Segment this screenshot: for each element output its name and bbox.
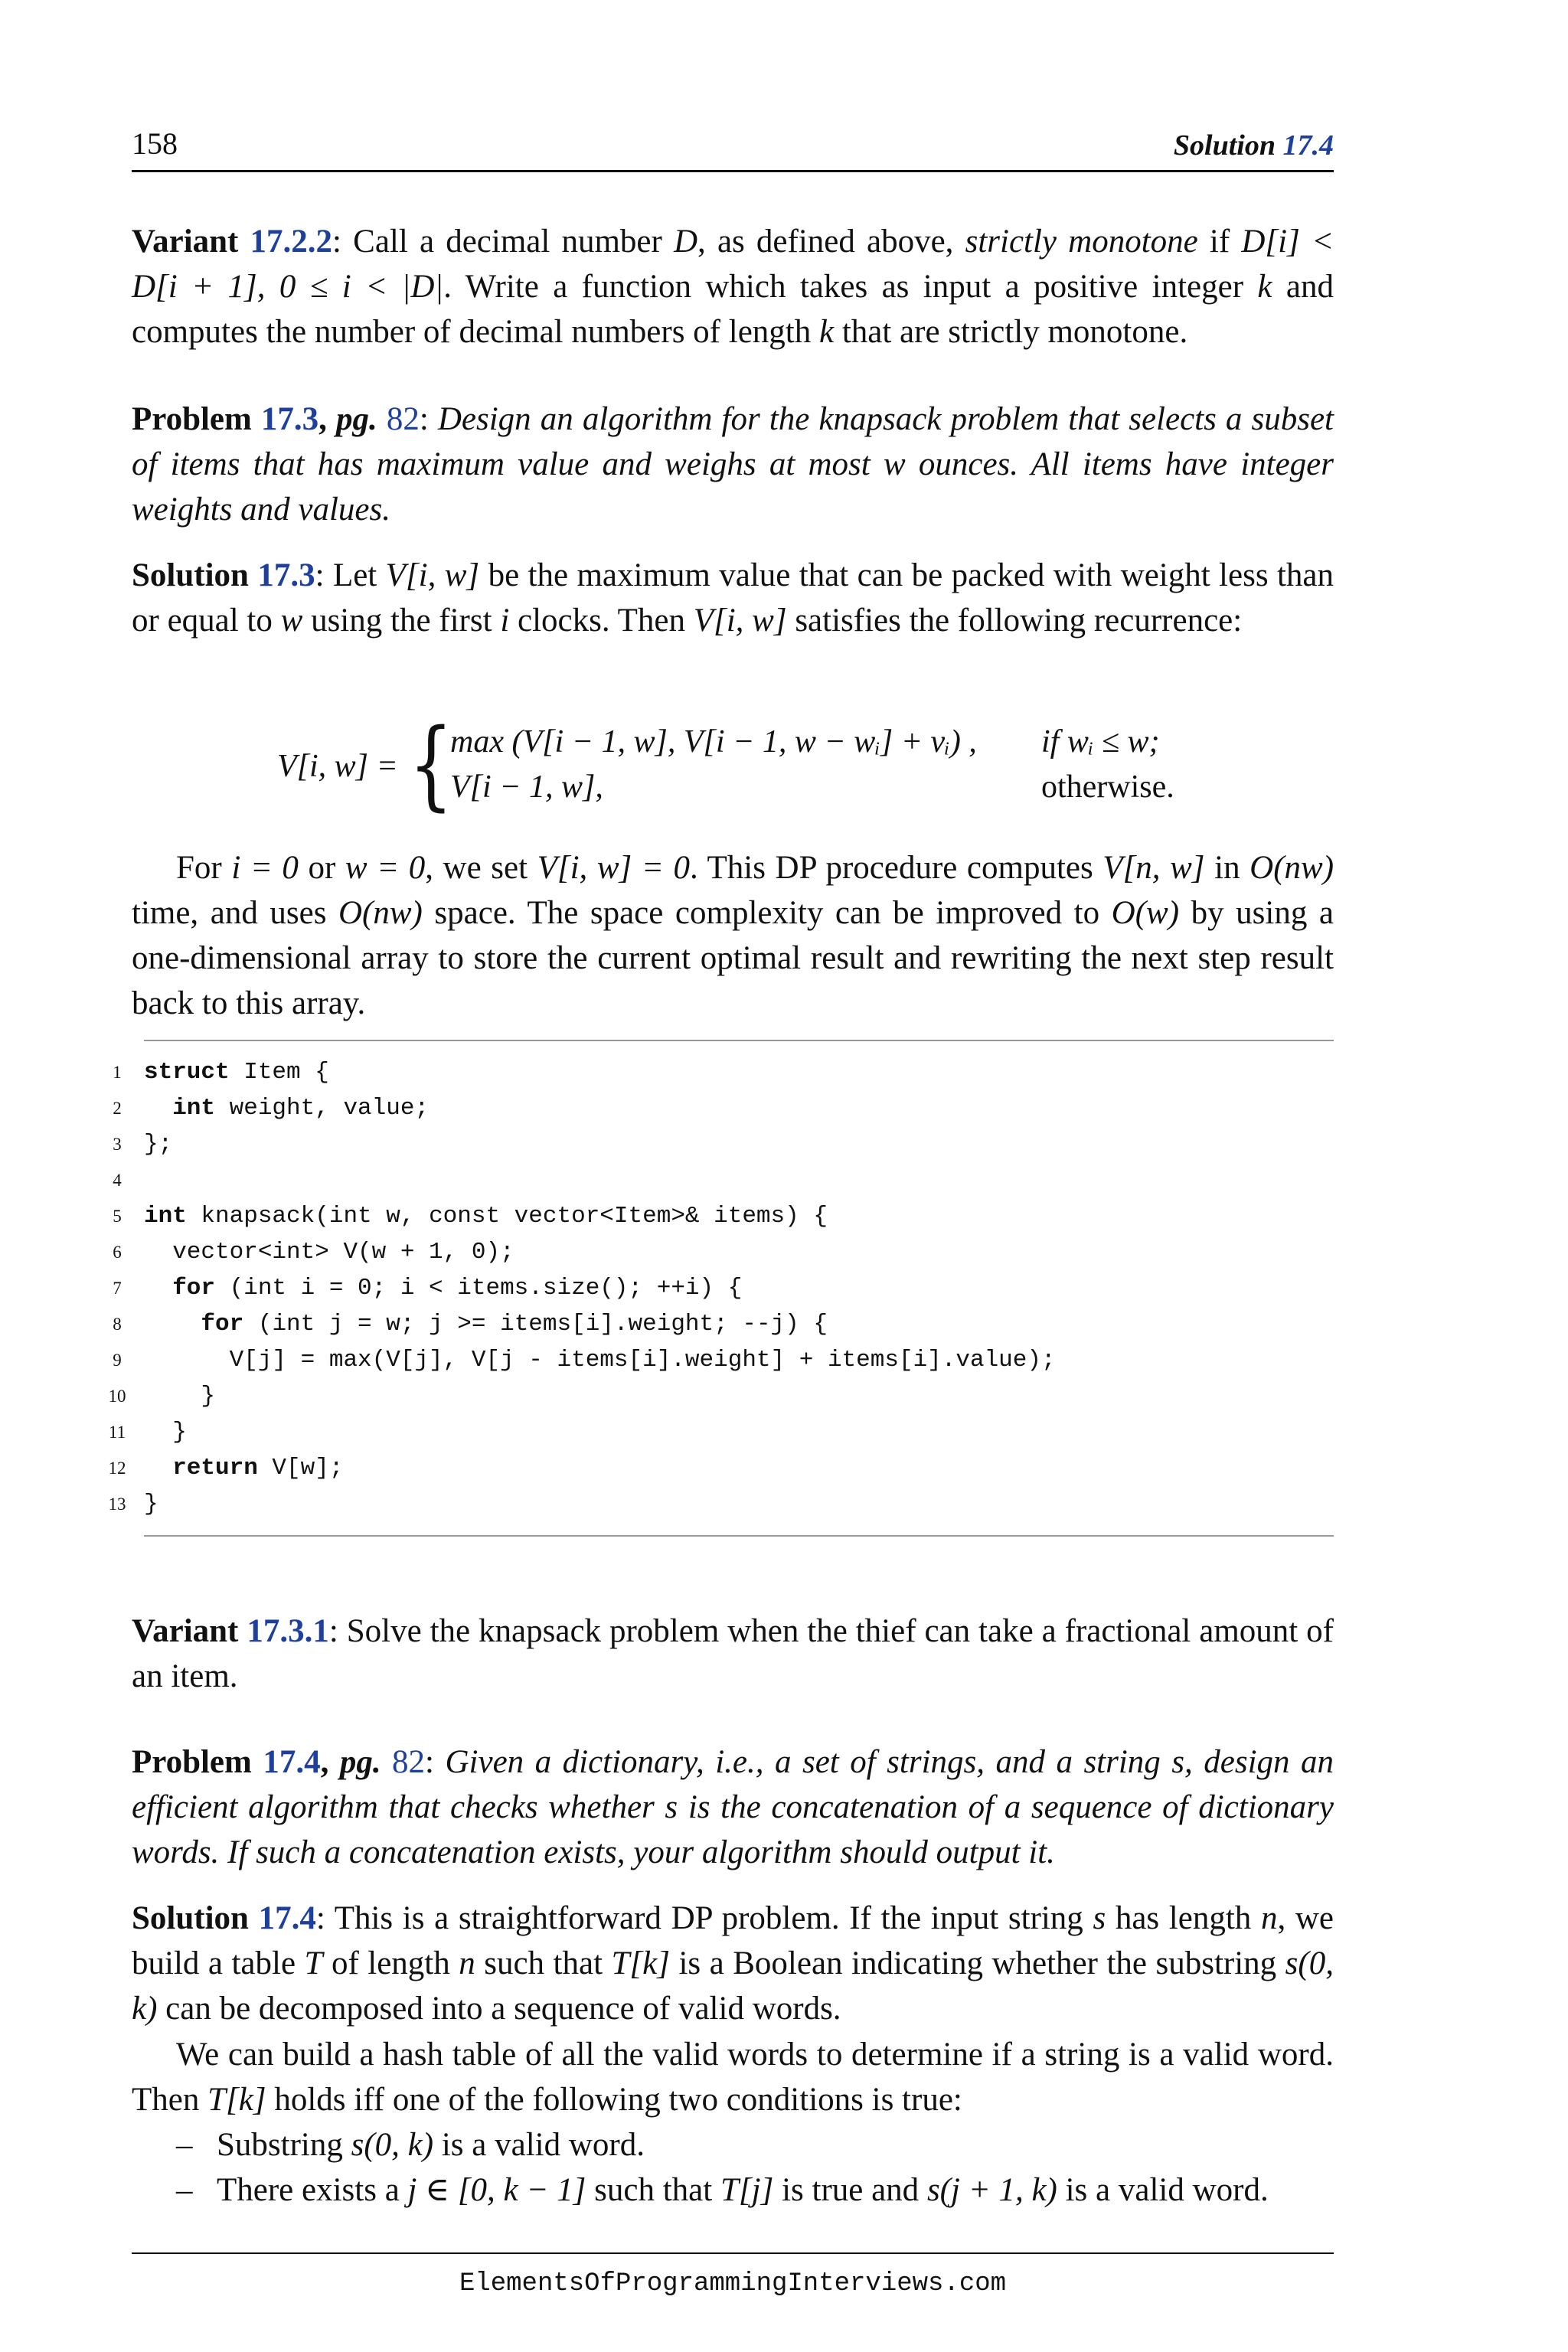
code-line [108,1378,1334,1414]
code-line-number: 3 [113,1135,122,1154]
page-header [132,122,1334,172]
value-function-symbol: V[i, w] [693,603,787,639]
code-content [144,1378,215,1414]
final-value-expression: V[n, w] [1102,850,1205,886]
problem-statement: Given a dictionary, i.e., a set of strings, and a string s, design an efficient algorithm that checks whether s is the concatenation of a sequence of dictionary words. If such a concatenation exists, your algorithm should output it. [132,1744,1334,1870]
solution-text-4: clocks. Then [509,603,694,639]
code-text: } [144,1383,216,1410]
length-symbol: n [459,1945,475,1981]
solution-text-5: such that [475,1945,612,1981]
page-number: 158 [132,126,178,161]
solution-colon: : [315,1900,335,1936]
code-line-number: 10 [108,1387,126,1406]
code-line [113,1234,1334,1270]
problem-ref-link[interactable]: 17.4 [263,1744,321,1780]
code-content [144,1198,828,1234]
code-line [113,1198,1334,1234]
list-dash: – [176,2127,193,2163]
condition-text-part: is true and [773,2172,927,2208]
code-content [144,1090,429,1126]
table-symbol: T [304,1945,323,1981]
hash-text-1: We can build a hash table of all the valid words to determine if a string is a valid word. Then [132,2037,1334,2118]
condition-math: s(j + 1, k) [926,2172,1057,2208]
code-line-number: 4 [113,1171,122,1190]
condition-text-part: Substring [217,2127,351,2163]
code-keyword: struct [144,1059,230,1086]
condition-text [217,2167,1269,2213]
variant-text-5: and computes the number of decimal numbers of length [132,269,1334,350]
solution-colon: : [315,557,333,593]
page-abbreviation: pg. [339,1744,381,1780]
solution-text-3: , we build a table [132,1900,1334,1981]
knapsack-recurrence-equation [277,708,1334,821]
code-text: (int j = w; j >= items[i].weight; --j) { [243,1311,828,1338]
solution-text-1: Let [332,557,386,593]
dp-complexity-paragraph [132,845,1334,1026]
problem-label: Problem [132,401,261,437]
knapsack-code-listing [108,1040,1334,1537]
problem-ref-link[interactable]: 17.3 [260,401,319,437]
base-case-i: i = 0 [231,850,299,886]
running-head-label: Solution [1173,129,1283,162]
code-line [108,1486,1334,1522]
variant-text: Solve the knapsack problem when the thief can take a fractional amount of an item. [132,1613,1334,1694]
solution-text-5: satisfies the following recurrence: [786,603,1243,639]
condition-math: T[j] [720,2172,774,2208]
code-keyword: int [144,1203,187,1230]
list-dash: – [176,2172,193,2208]
condition-math: s(0, k) [351,2127,434,2163]
length-symbol: n [1260,1900,1278,1936]
running-head [1174,129,1334,162]
variant-colon: : [332,224,354,260]
monotone-condition: D[i] < D[i + 1], 0 ≤ i < |D| [132,224,1334,305]
decimal-number-symbol: D [673,224,698,260]
page-footer [132,2252,1334,2311]
code-text: (int i = 0; i < items.size(); ++i) { [215,1275,743,1302]
code-line-number: 5 [113,1207,122,1226]
value-function-symbol: V[i, w] [385,557,480,593]
string-symbol: s [1093,1900,1106,1936]
solution-ref-link[interactable]: 17.4 [258,1900,316,1936]
variant-text-3: if [1197,224,1242,260]
solution-text-2: has length [1106,1900,1261,1936]
solution-text-4: of length [322,1945,459,1981]
code-content [144,1450,343,1486]
recurrence-case-1 [450,720,1334,764]
case-1-condition: if wᵢ ≤ w; [1041,724,1160,760]
code-keyword: int [144,1095,216,1122]
space-complexity: O(nw) [338,895,423,931]
problem-colon: : [419,401,438,437]
solution-17-3-paragraph [132,553,1334,643]
cases-brace: { [409,708,453,821]
code-text: }; [144,1131,173,1158]
base-value-expression: V[i, w] = 0 [537,850,690,886]
problem-17-3-paragraph [132,397,1334,532]
code-line [113,1162,1334,1198]
page-abbreviation: pg. [336,401,377,437]
code-content [144,1414,187,1450]
condition-text-part: There exists a [217,2172,408,2208]
code-line-number: 8 [113,1315,122,1334]
code-content [144,1054,329,1090]
code-line [108,1414,1334,1450]
code-keyword: return [144,1455,258,1481]
base-case-w: w = 0 [345,850,426,886]
k-symbol: k [1257,269,1272,305]
code-keyword: for [144,1311,244,1338]
dp-text-4: . This DP procedure computes [689,850,1103,886]
variant-text-6: that are strictly monotone. [834,314,1188,350]
code-line [113,1054,1334,1090]
condition-math: j ∈ [0, k − 1] [407,2172,586,2208]
dp-text-5: in [1204,850,1250,886]
code-text: Item { [229,1059,329,1086]
code-content [144,1486,158,1522]
strictly-monotone-term: strictly monotone [965,224,1198,260]
variant-17-2-2-paragraph [132,219,1334,354]
code-line-number: 2 [113,1099,122,1118]
problem-17-4-paragraph [132,1740,1334,1875]
dp-text-3: , we set [425,850,537,886]
condition-text-part: is a valid word. [1057,2172,1269,2208]
variant-colon: : [328,1613,347,1649]
case-2-expression: V[i − 1, w], [450,769,603,805]
dp-text-2: or [298,850,345,886]
code-line-number: 13 [108,1494,126,1514]
variant-ref-link[interactable]: 17.2.2 [250,224,333,260]
solution-text-2: be the maximum value that can be packed with weight less than or equal to [132,557,1334,639]
improved-space-complexity: O(w) [1111,895,1180,931]
solution-17-4-paragraph [132,1896,1334,2031]
condition-text-part: such that [586,2172,720,2208]
dp-text-1: For [176,850,232,886]
solution-ref-link[interactable]: 17.3 [257,557,315,593]
code-text: V[j] = max(V[j], V[j - items[i].weight] + items[i].value); [144,1347,1056,1374]
k-symbol: k [818,314,835,350]
variant-label: Variant [132,1613,247,1649]
problem-colon: : [425,1744,446,1780]
code-line-number: 7 [113,1279,122,1298]
recurrence-case-2 [450,765,1334,809]
problem-statement: Design an algorithm for the knapsack problem that selects a subset of items that has maximum value and weighs at most w ounces. All items have integer weights and values. [132,401,1334,528]
hash-table-paragraph [132,2032,1334,2122]
dp-text-8: by using a one-dimensional array to store the current optimal result and rewriting the next step result back to this array. [132,895,1334,1021]
solution-text-1: This is a straightforward DP problem. If the input string [334,1900,1093,1936]
solution-text-7: can be decomposed into a sequence of valid words. [157,1991,841,2027]
code-line-number: 1 [113,1063,122,1082]
condition-text-part: is a valid word. [433,2127,645,2163]
code-line [113,1306,1334,1342]
code-line [113,1270,1334,1306]
substring-expression: s(0, k) [132,1945,1334,2027]
code-content [144,1342,1056,1378]
case-1-expression: max (V[i − 1, w], V[i − 1, w − wᵢ] + vᵢ) , [450,724,977,760]
problem-label: Problem [132,1744,263,1780]
solution-label: Solution [132,1900,259,1936]
solution-text-6: is a Boolean indicating whether the substring [669,1945,1285,1981]
solution-text-3: using the first [302,603,501,639]
code-line [113,1126,1334,1162]
index-symbol: i [500,603,510,639]
variant-17-3-1-paragraph [132,1609,1334,1699]
code-line-number: 11 [108,1423,126,1442]
table-entry-symbol: T[k] [207,2082,266,2118]
problem-comma: , [318,401,336,437]
variant-text-2: , as defined above, [697,224,965,260]
variant-label: Variant [132,224,250,260]
code-content [144,1306,828,1342]
code-line-number: 12 [108,1459,126,1478]
variant-text-1: Call a decimal number [353,224,674,260]
weight-symbol: w [280,603,303,639]
condition-text [217,2122,645,2167]
code-content [144,1126,172,1162]
hash-text-2: holds iff one of the following two conditions is true: [266,2082,962,2118]
code-line [108,1450,1334,1486]
site-url[interactable]: ElementsOfProgrammingInterviews.com [459,2269,1007,2298]
code-text: vector<int> V(w + 1, 0); [144,1239,514,1266]
variant-text-4: . Write a function which takes as input a positive integer [443,269,1258,305]
code-text: } [144,1491,158,1517]
code-text: weight, value; [215,1095,430,1122]
problem-comma: , [320,1744,340,1780]
table-entry-symbol: T[k] [611,1945,670,1981]
code-line-number: 9 [113,1351,122,1370]
dp-text-6: time, and uses [132,895,338,931]
code-line [113,1342,1334,1378]
time-complexity: O(nw) [1250,850,1334,886]
code-text: } [144,1419,187,1446]
case-2-condition: otherwise. [1041,769,1174,805]
book-page [108,0,1334,2352]
code-content [144,1270,742,1306]
code-text: knapsack(int w, const vector<Item>& items) { [186,1203,828,1230]
code-text: V[w]; [257,1455,344,1481]
variant-ref-link[interactable]: 17.3.1 [247,1613,329,1649]
code-content [144,1234,514,1270]
problem-page-link[interactable]: 82 [386,401,420,437]
dp-text-7: space. The space complexity can be improved to [422,895,1112,931]
code-keyword: for [144,1275,216,1302]
running-head-section-link[interactable]: 17.4 [1282,129,1334,162]
code-line-number: 6 [113,1243,122,1262]
problem-page-link[interactable]: 82 [392,1744,426,1780]
recurrence-left-side: V[i, w] = [277,749,398,784]
solution-label: Solution [132,557,258,593]
code-line [113,1090,1334,1126]
